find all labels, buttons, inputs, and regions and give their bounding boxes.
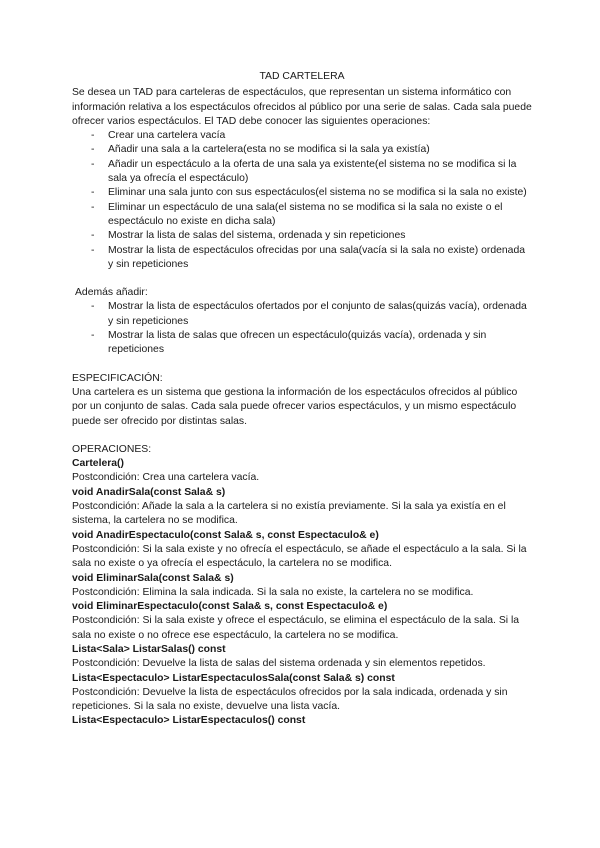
operaciones-heading: OPERACIONES: [72,443,152,455]
operation-signature: Lista<Sala> ListarSalas() const [72,643,226,655]
list-item: - Eliminar una sala junto con sus espectáculos(el sistema no se modifica si la sala no existe) [108,186,532,200]
operation-block [72,529,532,572]
operation-signature: Lista<Espectaculo> ListarEspectaculos() const [72,715,306,727]
spacer [72,429,532,443]
operation-signature: Lista<Espectaculo> ListarEspectaculosSala(const Sala& s) const [72,672,395,684]
operation-postcondition: Postcondición: Crea una cartelera vacía. [72,472,260,484]
operation-block [72,714,532,728]
operation-postcondition: Postcondición: Añade la sala a la cartelera si no existía previamente. Si la sala ya existía en el sistema, la cartelera no se modifica. [72,501,506,527]
operation-postcondition: Postcondición: Si la sala existe y ofrece el espectáculo, se elimina el espectáculo de la sala. Si la sala no existe o no ofrece ese espectáculo, la cartelera no se modifica. [72,615,520,641]
list-item: - Crear una cartelera vacía [108,129,532,143]
spacer [72,272,532,286]
spacer [72,358,532,372]
operation-signature: void EliminarEspectaculo(const Sala& s, const Espectaculo& e) [72,601,388,613]
operation-block [72,672,532,715]
list-item: - Mostrar la lista de salas que ofrecen un espectáculo(quizás vacía), ordenada y sin repeticiones [108,329,532,358]
operation-block [72,457,532,486]
intro-paragraph: Se desea un TAD para carteleras de espectáculos, que representan un sistema informático con información relativa a los espectáculos ofrecidos al público por una serie de salas. Cada sala puede ofrecer varios espectáculos. El TAD debe conocer las siguientes operaciones: [72,87,532,127]
especificacion-heading: ESPECIFICACIÓN: [72,372,163,384]
list-item: - Añadir una sala a la cartelera(esta no se modifica si la sala ya existía) [108,143,532,157]
operation-signature: void AnadirSala(const Sala& s) [72,486,226,498]
list-item: - Eliminar un espectáculo de una sala(el sistema no se modifica si la sala no existe o el espectáculo no existe en dicha sala) [108,201,532,230]
operations-list [72,129,532,272]
operation-postcondition: Postcondición: Elimina la sala indicada. Si la sala no existe, la cartelera no se modifica. [72,586,474,598]
list-item: - Mostrar la lista de espectáculos ofertados por el conjunto de salas(quizás vacía), ordenada y sin repeticiones [108,300,532,329]
operation-signature: Cartelera() [72,458,124,470]
document-page [72,70,532,729]
operation-block [72,600,532,643]
operation-signature: void AnadirEspectaculo(const Sala& s, const Espectaculo& e) [72,529,379,541]
list-item: - Mostrar la lista de espectáculos ofrecidas por una sala(vacía si la sala no existe) ordenada y sin repeticiones [108,244,532,273]
operation-postcondition: Postcondición: Devuelve la lista de salas del sistema ordenada y sin elementos repetidos. [72,658,486,670]
especificacion-text: Una cartelera es un sistema que gestiona la información de los espectáculos ofrecidos al público por un conjunto de salas. Cada sala puede ofrecer varios espectáculos, y un mismo espectáculo puede ser ofrecido por distintas salas. [72,386,518,427]
list-item: - Mostrar la lista de salas del sistema, ordenada y sin repeticiones [108,229,532,243]
document-title: TAD CARTELERA [259,71,345,82]
list-item: - Añadir un espectáculo a la oferta de una sala ya existente(el sistema no se modifica si la sala ya ofrecía el espectáculo) [108,158,532,187]
operation-postcondition: Postcondición: Devuelve la lista de espectáculos ofrecidos por la sala indicada, ordenada y sin repeticiones. Si la sala no existe, devuelve una lista vacía. [72,686,508,713]
ademas-list [72,300,532,357]
ademas-label: Además añadir: [75,287,148,299]
operation-block [72,643,532,672]
operation-signature: void EliminarSala(const Sala& s) [72,572,234,584]
operation-block [72,486,532,529]
operation-postcondition: Postcondición: Si la sala existe y no ofrecía el espectáculo, se añade el espectáculo a la sala. Si la sala no existe o ya ofrecía el espectáculo, la cartelera no se modifica. [72,543,527,570]
operation-block [72,572,532,601]
